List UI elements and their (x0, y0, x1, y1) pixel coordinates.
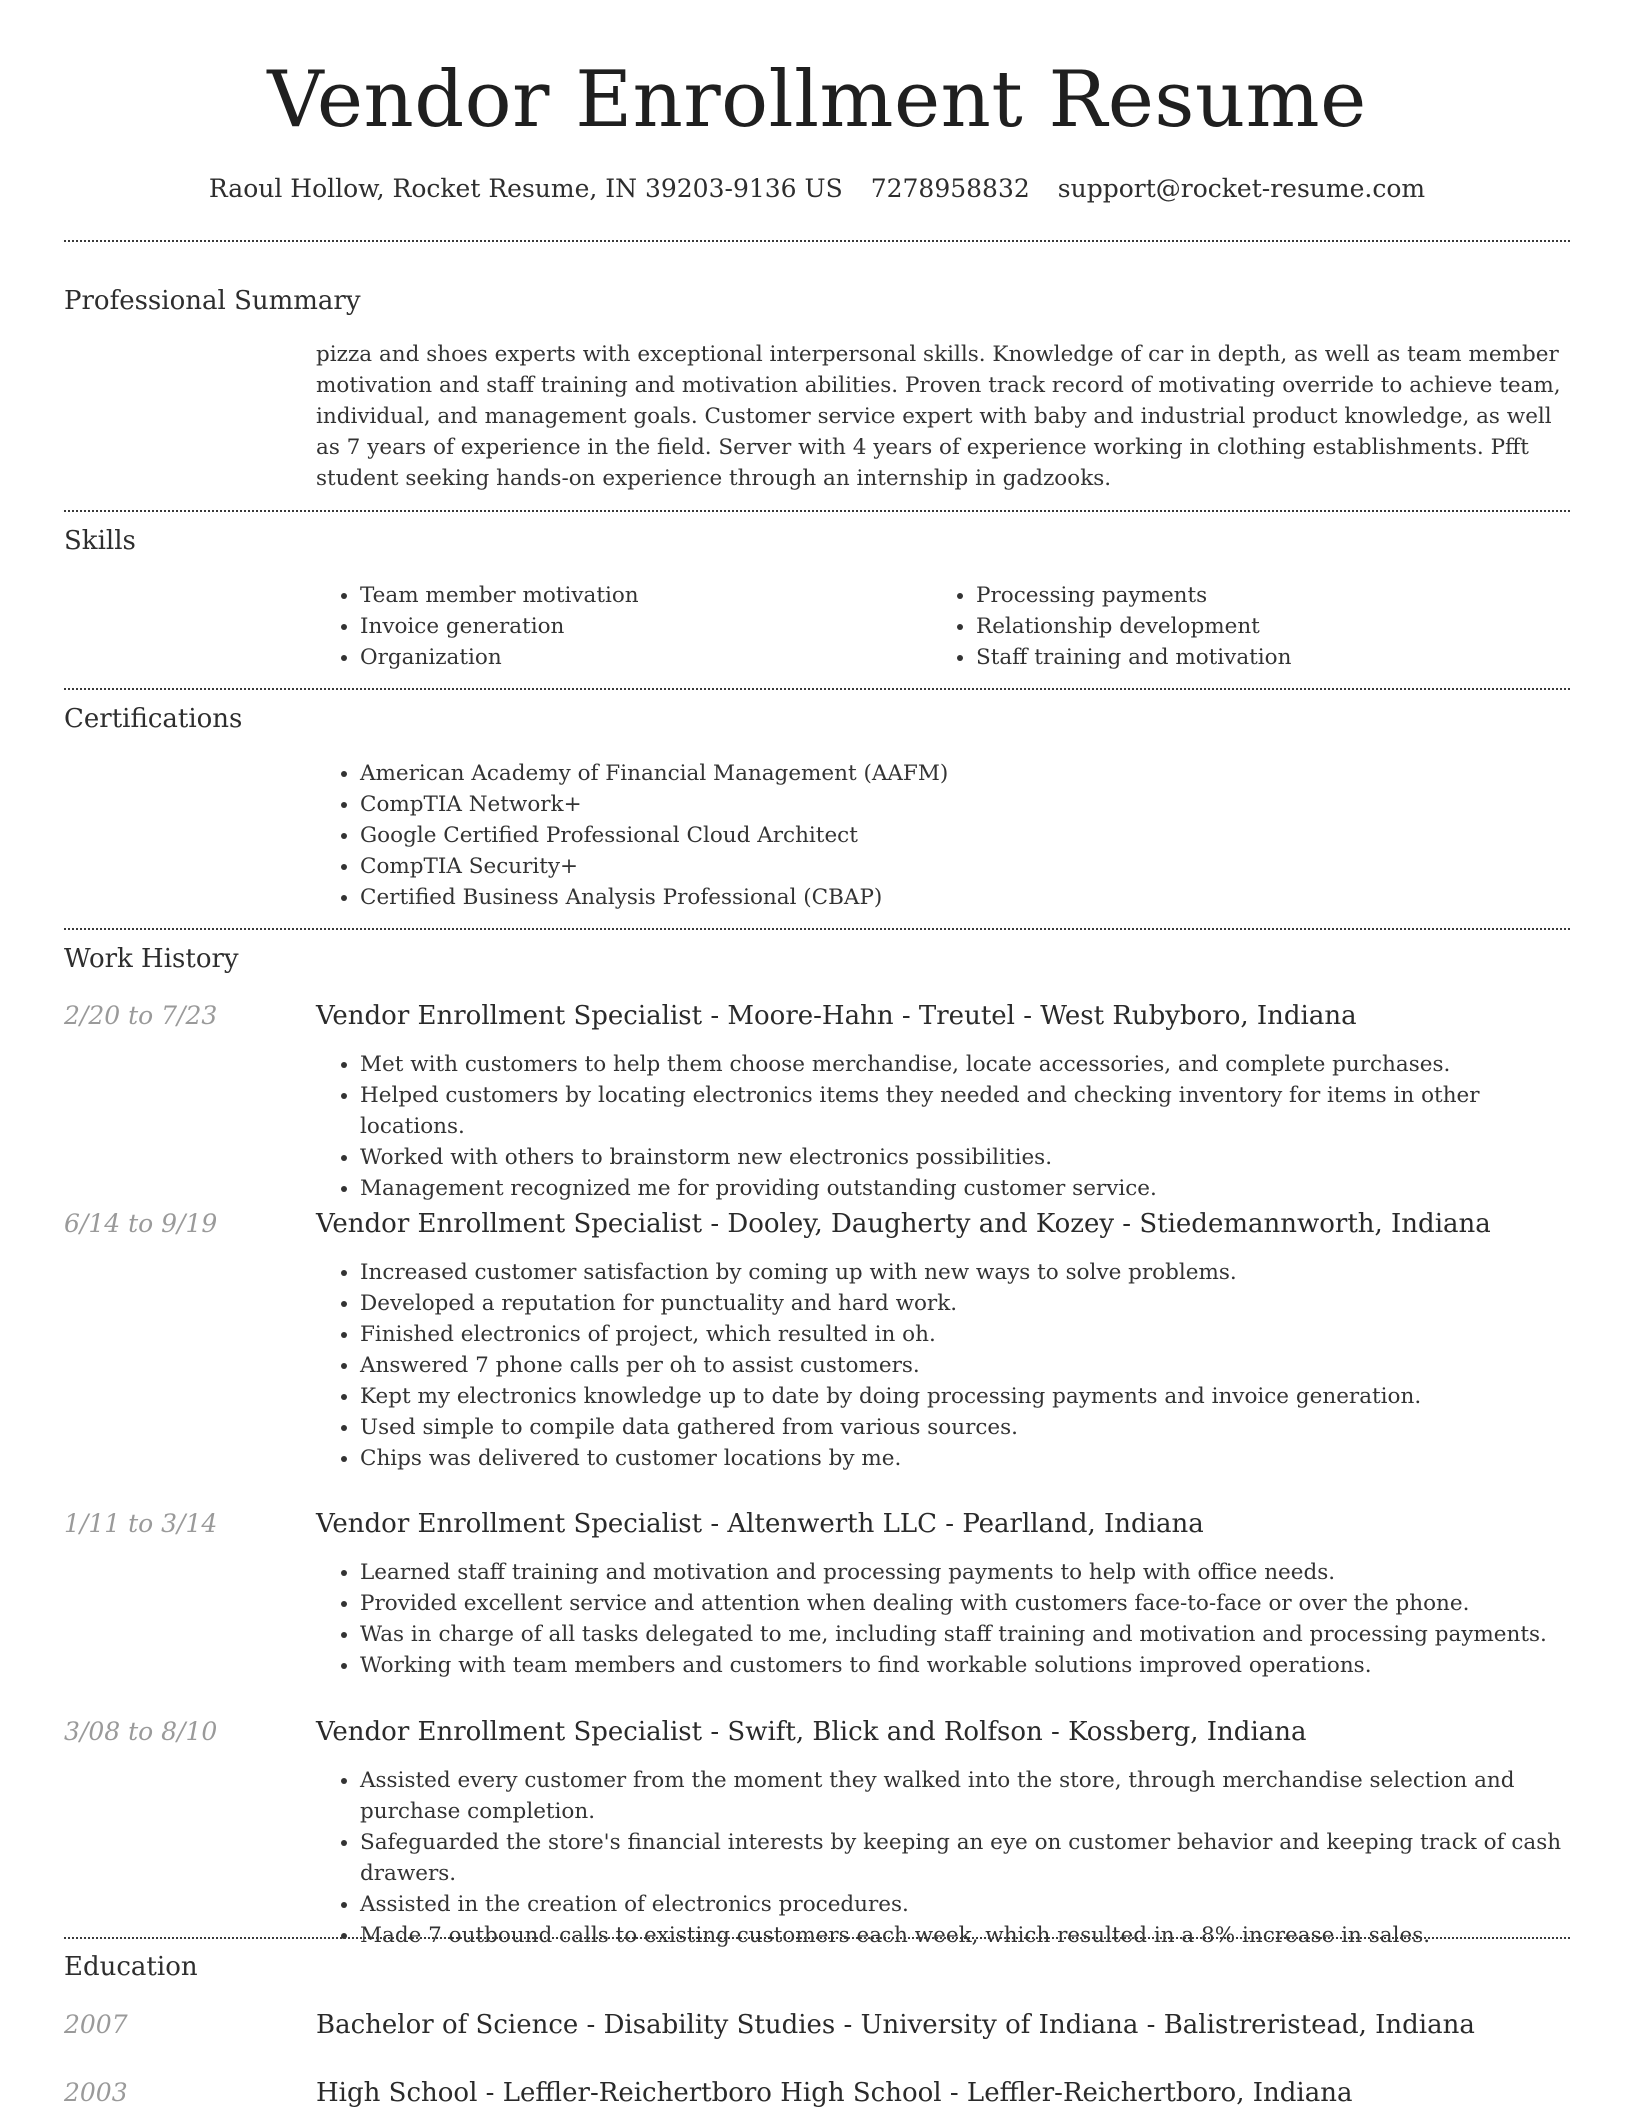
summary-heading: Professional Summary (64, 286, 361, 316)
job-bullet: • Helped customers by locating electronics items they needed and checking inventory for items in other locations. (360, 1080, 1570, 1142)
job-bullet: • Working with team members and customers to find workable solutions improved operations. (360, 1650, 1570, 1681)
section-divider (64, 928, 1570, 930)
job-title: Vendor Enrollment Specialist - Dooley, Daugherty and Kozey - Stiedemannworth, Indiana (316, 1209, 1491, 1239)
education-entry: Bachelor of Science - Disability Studies - University of Indiana - Balistreristead, Indiana (316, 2010, 1475, 2040)
work-history-heading: Work History (64, 944, 239, 974)
certification-item: • CompTIA Security+ (360, 851, 1570, 882)
skill-item: • Processing payments (976, 580, 1548, 611)
education-heading: Education (64, 1952, 198, 1982)
certifications-list (316, 758, 1570, 913)
skills-column-left (316, 580, 932, 673)
job-title: Vendor Enrollment Specialist - Altenwerth LLC - Pearlland, Indiana (316, 1509, 1204, 1539)
education-year: 2003 (64, 2078, 128, 2107)
section-divider (64, 240, 1570, 242)
job-bullet: • Developed a reputation for punctuality and hard work. (360, 1288, 1570, 1319)
contact-address: Raoul Hollow, Rocket Resume, IN 39203-9136 US (208, 174, 843, 203)
job-dates: 1/11 to 3/14 (64, 1509, 218, 1538)
section-divider (64, 1937, 1570, 1939)
skills-column-right (932, 580, 1548, 673)
contact-email: support@rocket-resume.com (1057, 174, 1426, 203)
job-dates: 2/20 to 7/23 (64, 1001, 218, 1030)
education-entry: High School - Leffler-Reichertboro High School - Leffler-Reichertboro, Indiana (316, 2078, 1353, 2108)
contact-phone: 7278958832 (870, 174, 1030, 203)
certification-item: • Certified Business Analysis Professional (CBAP) (360, 882, 1570, 913)
job-bullet: • Increased customer satisfaction by coming up with new ways to solve problems. (360, 1257, 1570, 1288)
job-bullet: • Used simple to compile data gathered from various sources. (360, 1412, 1570, 1443)
job-bullet: • Made 7 outbound calls to existing customers each week, which resulted in a 8% increase in sales. (360, 1920, 1570, 1951)
job-bullet: • Answered 7 phone calls per oh to assist customers. (360, 1350, 1570, 1381)
skills-list (316, 580, 1570, 673)
job-bullet: • Chips was delivered to customer locations by me. (360, 1443, 1570, 1474)
job-bullet: • Assisted every customer from the moment they walked into the store, through merchandise selection and purchase completion. (360, 1765, 1570, 1827)
job-title: Vendor Enrollment Specialist - Moore-Hahn - Treutel - West Rubyboro, Indiana (316, 1001, 1357, 1031)
job-bullet: • Finished electronics of project, which resulted in oh. (360, 1319, 1570, 1350)
certification-item: • CompTIA Network+ (360, 789, 1570, 820)
skill-item: • Team member motivation (360, 580, 932, 611)
job-bullet: • Management recognized me for providing outstanding customer service. (360, 1173, 1570, 1204)
job-dates: 3/08 to 8/10 (64, 1717, 218, 1746)
job-bullet: • Worked with others to brainstorm new electronics possibilities. (360, 1142, 1570, 1173)
job-bullets (316, 1765, 1570, 1951)
section-divider (64, 688, 1570, 690)
job-bullet: • Met with customers to help them choose merchandise, locate accessories, and complete purchases. (360, 1049, 1570, 1080)
job-bullets (316, 1257, 1570, 1474)
certification-item: • Google Certified Professional Cloud Architect (360, 820, 1570, 851)
contact-line (64, 172, 1570, 206)
education-year: 2007 (64, 2010, 128, 2039)
skill-item: • Organization (360, 642, 932, 673)
job-bullet: • Learned staff training and motivation and processing payments to help with office needs. (360, 1557, 1570, 1588)
skill-item: • Relationship development (976, 611, 1548, 642)
job-bullet: • Was in charge of all tasks delegated to me, including staff training and motivation and processing payments. (360, 1619, 1570, 1650)
job-title: Vendor Enrollment Specialist - Swift, Blick and Rolfson - Kossberg, Indiana (316, 1717, 1307, 1747)
skills-heading: Skills (64, 526, 136, 556)
job-bullet: • Assisted in the creation of electronics procedures. (360, 1889, 1570, 1920)
job-bullet: • Kept my electronics knowledge up to date by doing processing payments and invoice generation. (360, 1381, 1570, 1412)
certifications-heading: Certifications (64, 704, 243, 734)
certification-item: • American Academy of Financial Management (AAFM) (360, 758, 1570, 789)
resume-title: Vendor Enrollment Resume (267, 55, 1367, 145)
summary-text: pizza and shoes experts with exceptional interpersonal skills. Knowledge of car in depth, as well as team member motivation and staff training and motivation abilities. Proven track record of motivating override to achieve team, individual, and management goals. Customer service expert with baby and industrial product knowledge, as well as 7 years of experience in the field. Server with 4 years of experience working in clothing establishments. Pfft student seeking hands-on experience through an internship in gadzooks. (316, 342, 1561, 491)
job-bullets (316, 1557, 1570, 1681)
skill-item: • Staff training and motivation (976, 642, 1548, 673)
section-divider (64, 510, 1570, 512)
job-bullet: • Provided excellent service and attention when dealing with customers face-to-face or over the phone. (360, 1588, 1570, 1619)
skill-item: • Invoice generation (360, 611, 932, 642)
job-bullets (316, 1049, 1570, 1204)
job-bullet: • Safeguarded the store's financial interests by keeping an eye on customer behavior and keeping track of cash drawers. (360, 1827, 1570, 1889)
job-dates: 6/14 to 9/19 (64, 1209, 218, 1238)
